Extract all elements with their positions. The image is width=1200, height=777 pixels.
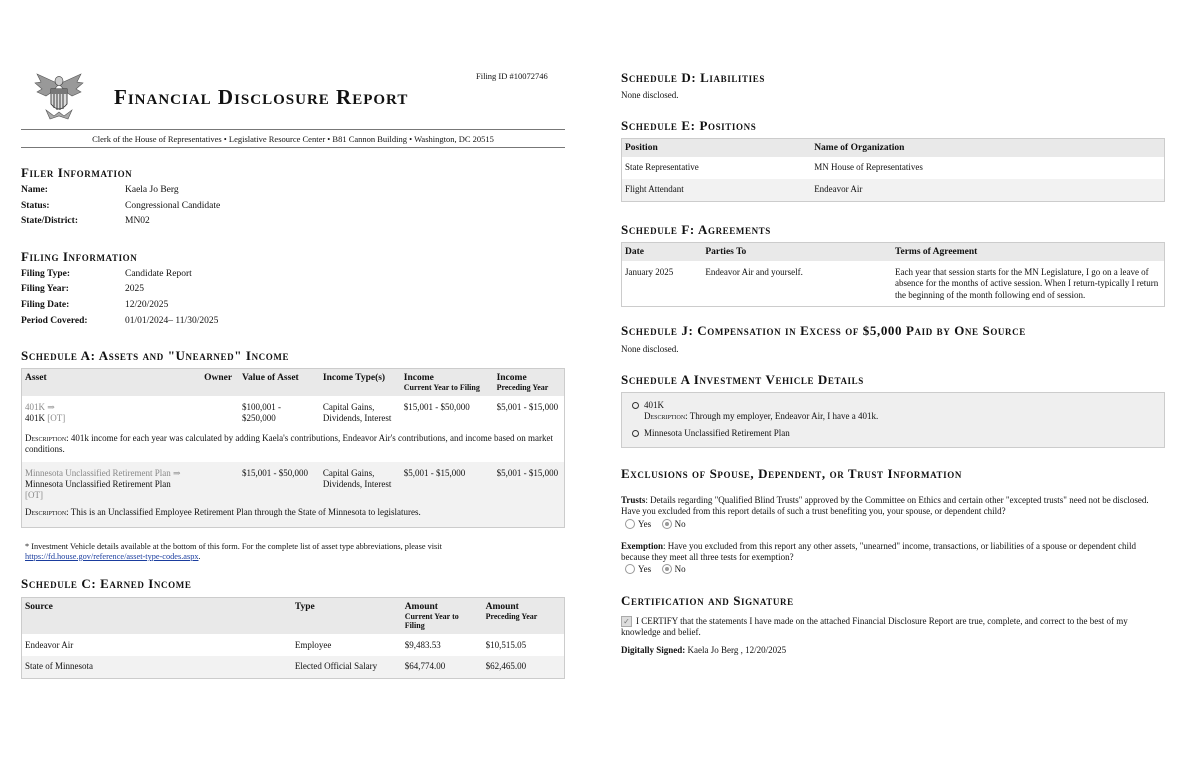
description-label: Description: bbox=[644, 411, 688, 421]
vehicle-name: 401K bbox=[644, 400, 664, 410]
radio-label: Yes bbox=[638, 519, 652, 529]
field-label: Name: bbox=[21, 185, 48, 195]
field-label: Period Covered: bbox=[21, 316, 88, 326]
bullet-icon bbox=[632, 430, 639, 437]
table-row bbox=[22, 634, 565, 656]
vehicle-name: Minnesota Unclassified Retirement Plan bbox=[644, 428, 790, 438]
house-seal-eagle-icon bbox=[32, 70, 86, 124]
filer-info-heading: Filer Information bbox=[21, 165, 133, 180]
certification-statement bbox=[621, 616, 1165, 638]
col-label: Amount bbox=[404, 602, 438, 612]
table-row bbox=[22, 656, 565, 678]
col-income-preceding bbox=[494, 369, 565, 397]
report-title: Financial Disclosure Report bbox=[114, 85, 409, 109]
signed-label: Digitally Signed: bbox=[621, 645, 686, 655]
value-cell: $15,001 - $50,000 bbox=[242, 467, 309, 478]
col-sublabel: Preceding Year bbox=[496, 383, 549, 392]
certification-text: I CERTIFY that the statements I have made on the attached Financial Disclosure Report are true, complete, and correct to the best of my knowledge and belief. bbox=[621, 616, 1128, 638]
amount-current-cell: $64,774.00 bbox=[404, 661, 446, 671]
radio-label: No bbox=[674, 519, 686, 529]
exemption-label: Exemption bbox=[621, 541, 664, 551]
signed-value: Kaela Jo Berg , 12/20/2025 bbox=[687, 645, 787, 655]
schedule-a-table bbox=[21, 368, 565, 528]
col-income-current bbox=[401, 369, 494, 397]
terms-cell: Each year that session starts for the MN Legislature, I go on a leave of absence for the months of active session. When I return-typically I return the beginning of the month following end of session. bbox=[895, 267, 1159, 300]
organization-cell: Endeavor Air bbox=[814, 184, 863, 194]
exclusions-heading: Exclusions of Spouse, Dependent, or Trust Information bbox=[621, 466, 962, 481]
filer-name: Kaela Jo Berg bbox=[125, 185, 179, 195]
field-label: State/District: bbox=[21, 216, 78, 226]
radio-label: Yes bbox=[638, 564, 652, 574]
exemption-question bbox=[621, 541, 1165, 563]
col-amount-current bbox=[402, 598, 483, 635]
amount-preceding-cell: $62,465.00 bbox=[485, 661, 527, 671]
owner-cell bbox=[201, 462, 239, 505]
exemption-yes-radio[interactable] bbox=[625, 564, 635, 574]
description-text: 401k income for each year was calculated by adding Kaela's contributions, Endeavor Air's contributions, and income based on market conditions. bbox=[25, 433, 554, 455]
income-preceding-cell: $5,001 - $15,000 bbox=[496, 467, 559, 478]
filer-state: MN02 bbox=[125, 216, 150, 226]
amount-preceding-cell: $10,515.05 bbox=[485, 640, 527, 650]
parties-cell: Endeavor Air and yourself. bbox=[705, 267, 803, 277]
footnote-text: * Investment Vehicle details available at the bottom of this form. For the complete list of asset type abbreviations, please visit bbox=[25, 542, 442, 551]
description-text: Through my employer, Endeavor Air, I have a 401k. bbox=[689, 411, 879, 421]
asset-name: 401K bbox=[25, 413, 45, 424]
asset-link[interactable]: 401K ⇒ bbox=[25, 402, 55, 412]
table-row bbox=[622, 179, 1165, 201]
col-position: Position bbox=[622, 139, 812, 158]
field-label: Status: bbox=[21, 201, 50, 211]
table-row bbox=[622, 157, 1165, 179]
position-cell: State Representative bbox=[625, 162, 699, 172]
col-label: Income bbox=[403, 373, 434, 383]
col-organization: Name of Organization bbox=[811, 139, 1164, 158]
footnote-end: . bbox=[198, 551, 201, 561]
table-header-row bbox=[622, 243, 1165, 262]
digital-signature bbox=[621, 645, 786, 655]
col-owner: Owner bbox=[201, 369, 239, 397]
schedule-a-footnote bbox=[25, 542, 545, 562]
col-type: Type bbox=[292, 598, 402, 635]
value-cell: $100,001 - $250,000 bbox=[242, 402, 282, 424]
exemption-text: : Have you excluded from this report any other assets, "unearned" income, transactions, or liabilities of a spouse or dependent child because they meet all three tests for exemption? bbox=[621, 541, 1136, 562]
clerk-address: Clerk of the House of Representatives • Legislative Resource Center • B81 Cannon Building • Washington, DC 20515 bbox=[92, 134, 494, 144]
schedule-j-heading: Schedule J: Compensation in Excess of $5,000 Paid by One Source bbox=[621, 323, 1026, 338]
certification-heading: Certification and Signature bbox=[621, 593, 794, 608]
vehicle-item bbox=[632, 400, 878, 421]
asset-type-tag: [OT] bbox=[47, 413, 66, 424]
schedule-f-table bbox=[621, 242, 1165, 307]
schedule-d-heading: Schedule D: Liabilities bbox=[621, 70, 765, 85]
description-label: Description: bbox=[25, 507, 69, 518]
asset-cell bbox=[22, 396, 202, 430]
col-terms: Terms of Agreement bbox=[892, 243, 1164, 262]
col-sublabel: Current Year to Filing bbox=[404, 612, 459, 630]
table-header-row bbox=[22, 369, 565, 397]
table-row bbox=[22, 462, 565, 505]
table-row bbox=[22, 396, 565, 430]
period-covered: 01/01/2024– 11/30/2025 bbox=[125, 316, 219, 326]
filing-id: Filing ID #10072746 bbox=[476, 71, 548, 81]
schedule-c-heading: Schedule C: Earned Income bbox=[21, 576, 192, 591]
radio-label: No bbox=[674, 564, 686, 574]
description-cell bbox=[22, 430, 565, 462]
col-sublabel: Preceding Year bbox=[485, 612, 538, 621]
asset-codes-link[interactable]: https://fd.house.gov/reference/asset-type-codes.aspx bbox=[25, 551, 199, 561]
trusts-text: : Details regarding "Qualified Blind Trusts" approved by the Committee on Ethics and certain other "excepted trusts" need not be disclosed. Have you excluded from this report details of such a trust benefiting you, your spouse, or dependent child? bbox=[621, 495, 1149, 516]
exemption-no-radio[interactable] bbox=[662, 564, 672, 574]
header-rule-top bbox=[21, 129, 565, 130]
asset-cell bbox=[22, 462, 202, 505]
col-asset: Asset bbox=[22, 369, 202, 397]
asset-type-tag: [OT] bbox=[25, 490, 43, 500]
schedule-e-table bbox=[621, 138, 1165, 202]
field-label: Filing Year: bbox=[21, 284, 69, 294]
amount-current-cell: $9,483.53 bbox=[404, 640, 441, 650]
filing-type: Candidate Report bbox=[125, 269, 192, 279]
trusts-question bbox=[621, 495, 1165, 517]
income-type-cell: Capital Gains, Dividends, Interest bbox=[322, 467, 392, 489]
description-row bbox=[22, 504, 565, 527]
trusts-answer bbox=[625, 519, 686, 530]
schedule-j-text: None disclosed. bbox=[621, 344, 679, 354]
vehicle-details-box bbox=[621, 392, 1165, 448]
col-date: Date bbox=[622, 243, 703, 262]
vehicle-description bbox=[644, 411, 878, 421]
filer-status: Congressional Candidate bbox=[125, 201, 221, 211]
col-label: Amount bbox=[485, 602, 519, 612]
bullet-icon bbox=[632, 402, 639, 409]
asset-name: Minnesota Unclassified Retirement Plan bbox=[25, 478, 171, 489]
vehicle-details-heading: Schedule A Investment Vehicle Details bbox=[621, 372, 864, 387]
source-cell: State of Minnesota bbox=[25, 661, 93, 671]
schedule-e-heading: Schedule E: Positions bbox=[621, 118, 757, 133]
description-cell bbox=[22, 504, 565, 527]
owner-cell bbox=[201, 396, 239, 430]
income-current-cell: $15,001 - $50,000 bbox=[403, 402, 470, 412]
date-cell: January 2025 bbox=[625, 267, 674, 277]
asset-link[interactable]: Minnesota Unclassified Retirement Plan ⇒ bbox=[25, 467, 181, 478]
table-header-row bbox=[22, 598, 565, 635]
col-value: Value of Asset bbox=[239, 369, 320, 397]
filing-year: 2025 bbox=[125, 284, 144, 294]
asset-name-line bbox=[25, 413, 198, 424]
description-text: This is an Unclassified Employee Retirement Plan through the State of Minnesota to legislatures. bbox=[70, 507, 421, 518]
col-parties: Parties To bbox=[702, 243, 892, 262]
trusts-no-radio[interactable] bbox=[662, 519, 672, 529]
filing-info-heading: Filing Information bbox=[21, 249, 138, 264]
col-amount-preceding bbox=[483, 598, 565, 635]
type-cell: Employee bbox=[294, 640, 332, 650]
description-label: Description: bbox=[25, 433, 69, 443]
source-cell: Endeavor Air bbox=[25, 640, 74, 650]
income-type-cell: Capital Gains, Dividends, Interest bbox=[322, 402, 392, 424]
schedule-d-text: None disclosed. bbox=[621, 90, 679, 100]
table-header-row bbox=[622, 139, 1165, 158]
schedule-a-heading: Schedule A: Assets and "Unearned" Income bbox=[21, 348, 290, 363]
schedule-f-heading: Schedule F: Agreements bbox=[621, 222, 771, 237]
trusts-yes-radio[interactable] bbox=[625, 519, 635, 529]
certify-checkbox[interactable]: ✓ bbox=[621, 616, 632, 627]
field-label: Filing Date: bbox=[21, 300, 70, 310]
table-row bbox=[622, 261, 1165, 306]
description-row bbox=[22, 430, 565, 462]
trusts-label: Trusts bbox=[621, 495, 646, 505]
position-cell: Flight Attendant bbox=[625, 184, 684, 194]
income-current-cell: $5,001 - $15,000 bbox=[403, 467, 466, 478]
filing-date: 12/20/2025 bbox=[125, 300, 169, 310]
col-income-type: Income Type(s) bbox=[320, 369, 401, 397]
col-source: Source bbox=[22, 598, 292, 635]
col-label: Income bbox=[496, 373, 527, 383]
vehicle-item bbox=[632, 428, 790, 438]
exemption-answer bbox=[625, 564, 686, 575]
schedule-c-table bbox=[21, 597, 565, 679]
col-sublabel: Current Year to Filing bbox=[403, 383, 480, 392]
income-preceding-cell: $5,001 - $15,000 bbox=[496, 402, 559, 412]
type-cell: Elected Official Salary bbox=[294, 661, 378, 671]
header-rule-bottom bbox=[21, 147, 565, 148]
field-label: Filing Type: bbox=[21, 269, 71, 279]
organization-cell: MN House of Representatives bbox=[814, 162, 923, 172]
